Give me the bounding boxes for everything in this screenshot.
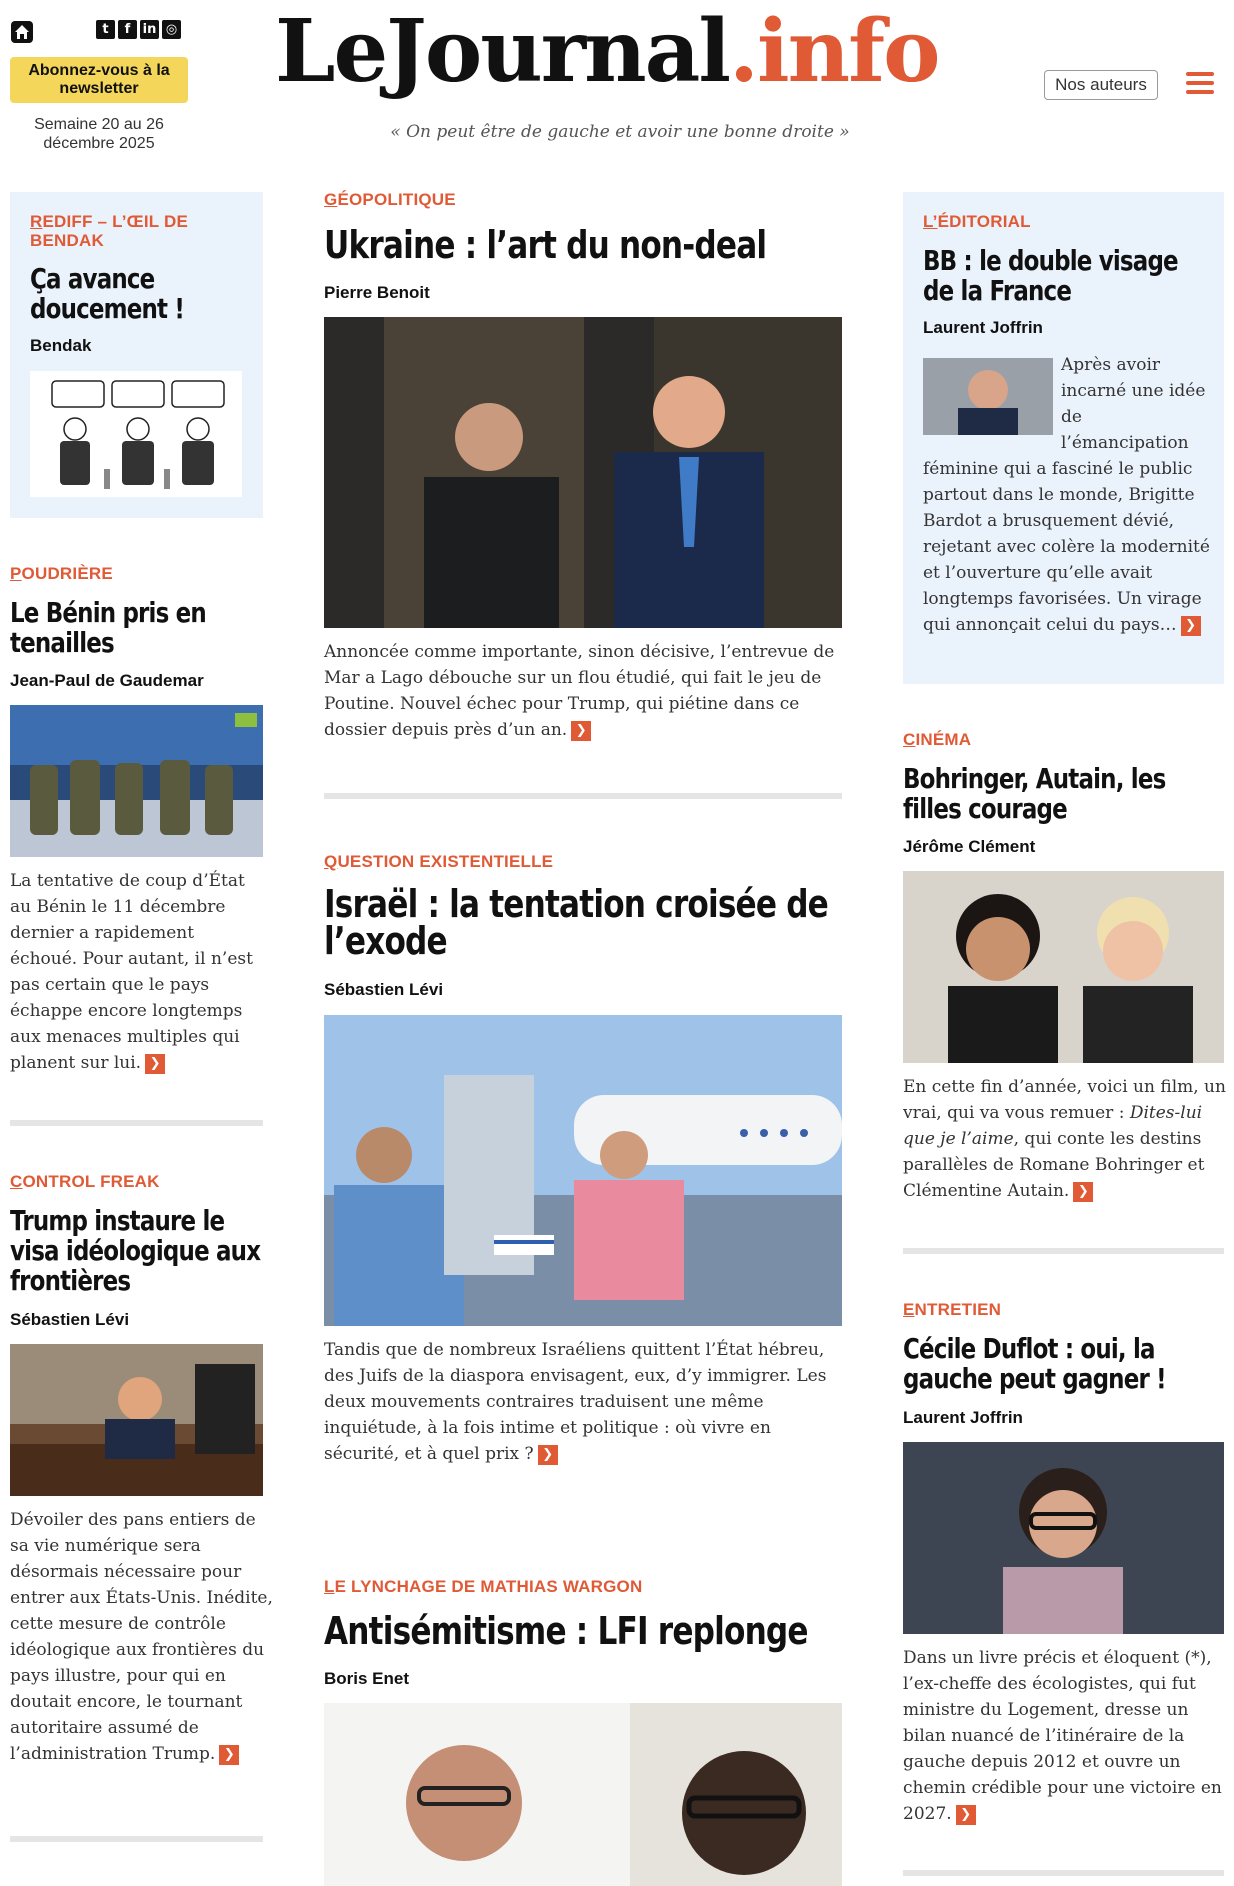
editorial-excerpt: Après avoir incarné une idée de l’émancipation féminine qui a fasciné le public partout dans le monde, Brigitte Bardot a brusquement dévié, rejetant avec colère la modernité et l’ouverture qu’elle avait longtemps favorisées. Un virage qui annonçait celui du pays… ❯	[923, 355, 1210, 635]
newsletter-button[interactable]: Abonnez-vous à la newsletter	[10, 57, 188, 103]
linkedin-icon[interactable]: in	[140, 20, 159, 39]
right-article1-author[interactable]: Jérôme Clément	[903, 837, 1036, 856]
center-article2-author[interactable]: Sébastien Lévi	[324, 980, 444, 999]
hamburger-menu-icon[interactable]	[1186, 72, 1214, 96]
right-article2-excerpt: Dans un livre précis et éloquent (*), l’ex-cheffe des écologistes, qui fut ministre du Logement, dresse un bilan nuancé de l’itinéraire de la gauche depuis 2012 et ouvre un chemin crédible pour une victoire en 2027. ❯	[903, 1648, 1222, 1824]
separator	[10, 1836, 263, 1842]
israel-exode-photo[interactable]	[324, 1015, 842, 1326]
center-article2-title[interactable]: Israël : la tentation croisée de l’exode	[324, 882, 829, 963]
read-more-icon[interactable]: ❯	[1073, 1182, 1093, 1202]
social-links	[96, 20, 181, 39]
right-article2-author[interactable]: Laurent Joffrin	[903, 1408, 1023, 1427]
left-article1-title[interactable]: Le Bénin pris en tenailles	[10, 596, 206, 659]
bohringer-autain-photo[interactable]	[903, 871, 1224, 1063]
separator	[903, 1248, 1224, 1254]
center-article2-category[interactable]: QUESTION EXISTENTIELLE	[324, 852, 554, 871]
center-article2-excerpt: Tandis que de nombreux Israéliens quittent l’État hébreu, des Juifs de la diaspora envisagent, eux, d’y immigrer. Les deux mouvements contraires traduisent une même inquiétude, à la fois intime et politique : où vivre en sécurité, et à quel prix ? ❯	[324, 1340, 827, 1464]
separator	[10, 1120, 263, 1126]
logo-main: LeJournal	[275, 1, 729, 102]
site-logo[interactable]	[275, 2, 975, 112]
left-article1-category[interactable]: POUDRIÈRE	[10, 564, 113, 583]
left-article1-excerpt: La tentative de coup d’État au Bénin le 11 décembre dernier a rapidement échoué. Pour autant, il n’est pas certain que le pays échappe encore longtemps aux menaces multiples qui planent sur lui. ❯	[10, 871, 253, 1073]
read-more-icon[interactable]: ❯	[571, 721, 591, 741]
tagline: « On peut être de gauche et avoir une bonne droite »	[390, 122, 850, 142]
zelensky-trump-photo[interactable]	[324, 317, 842, 628]
center-article1-author[interactable]: Pierre Benoit	[324, 283, 430, 302]
read-more-icon[interactable]: ❯	[219, 1745, 239, 1765]
right-article1-category[interactable]: CINÉMA	[903, 730, 972, 749]
right-article1-excerpt: En cette fin d’année, voici un film, un vrai, qui va vous remuer : Dites-lui que je l’aime, qui conte les destins parallèles de Romane Bohringer et Clémentine Autain. ❯	[903, 1077, 1226, 1201]
read-more-icon[interactable]: ❯	[1181, 616, 1201, 636]
left-article2-title[interactable]: Trump instaure le visa idéologique aux frontières	[10, 1204, 261, 1297]
benin-photo[interactable]	[10, 705, 263, 857]
antisemitisme-photo[interactable]	[324, 1703, 842, 1886]
right-article1-title[interactable]: Bohringer, Autain, les filles courage	[903, 762, 1166, 825]
read-more-icon[interactable]: ❯	[145, 1054, 165, 1074]
left-article2-author[interactable]: Sébastien Lévi	[10, 1310, 130, 1329]
right-article2-category[interactable]: ENTRETIEN	[903, 1300, 1002, 1319]
editorial-title[interactable]: BB : le double visage de la France	[923, 244, 1178, 307]
home-icon[interactable]	[10, 20, 34, 44]
center-article3-title[interactable]: Antisémitisme : LFI replonge	[324, 1609, 808, 1653]
separator	[324, 793, 842, 799]
facebook-icon[interactable]: f	[118, 20, 137, 39]
separator	[903, 1870, 1224, 1876]
logo-dot: .info	[729, 1, 939, 102]
right-article2-title[interactable]: Cécile Duflot : oui, la gauche peut gagner !	[903, 1332, 1166, 1395]
rediff-category[interactable]: REDIFF – L’ŒIL DE BENDAK	[30, 212, 189, 250]
editorial-author[interactable]: Laurent Joffrin	[923, 318, 1043, 337]
center-article1-title[interactable]: Ukraine : l’art du non-deal	[324, 223, 767, 267]
center-article1-category[interactable]: GÉOPOLITIQUE	[324, 190, 456, 209]
editorial-category[interactable]: L’ÉDITORIAL	[923, 212, 1031, 231]
twitter-icon[interactable]: t	[96, 20, 115, 39]
left-article2-category[interactable]: CONTROL FREAK	[10, 1172, 160, 1191]
read-more-icon[interactable]: ❯	[538, 1445, 558, 1465]
instagram-icon[interactable]: ◎	[162, 20, 181, 39]
center-article1-excerpt: Annoncée comme importante, sinon décisive, l’entrevue de Mar a Lago débouche sur un flou étudié, qui fait le jeu de Poutine. Nouvel échec pour Trump, qui piétine dans ce dossier depuis près d’un an. ❯	[324, 642, 835, 740]
cartoon-image[interactable]	[30, 371, 242, 497]
week-label: Semaine 20 au 26 décembre 2025	[34, 116, 164, 152]
duflot-photo[interactable]	[903, 1442, 1224, 1634]
center-article3-category[interactable]: LE LYNCHAGE DE MATHIAS WARGON	[324, 1577, 643, 1596]
authors-button[interactable]: Nos auteurs	[1044, 70, 1158, 100]
trump-desk-photo[interactable]	[10, 1344, 263, 1496]
center-article3-author[interactable]: Boris Enet	[324, 1669, 410, 1688]
left-article2-excerpt: Dévoiler des pans entiers de sa vie numérique sera désormais nécessaire pour entrer aux États-Unis. Inédite, cette mesure de contrôle idéologique aux frontières du pays illustre, pour qui en doutait encore, le tournant autoritaire assumé de l’administration Trump. ❯	[10, 1510, 273, 1764]
rediff-author[interactable]: Bendak	[30, 336, 92, 355]
rediff-title[interactable]: Ça avance doucement !	[30, 262, 185, 325]
read-more-icon[interactable]: ❯	[956, 1805, 976, 1825]
left-article1-author[interactable]: Jean-Paul de Gaudemar	[10, 671, 204, 690]
